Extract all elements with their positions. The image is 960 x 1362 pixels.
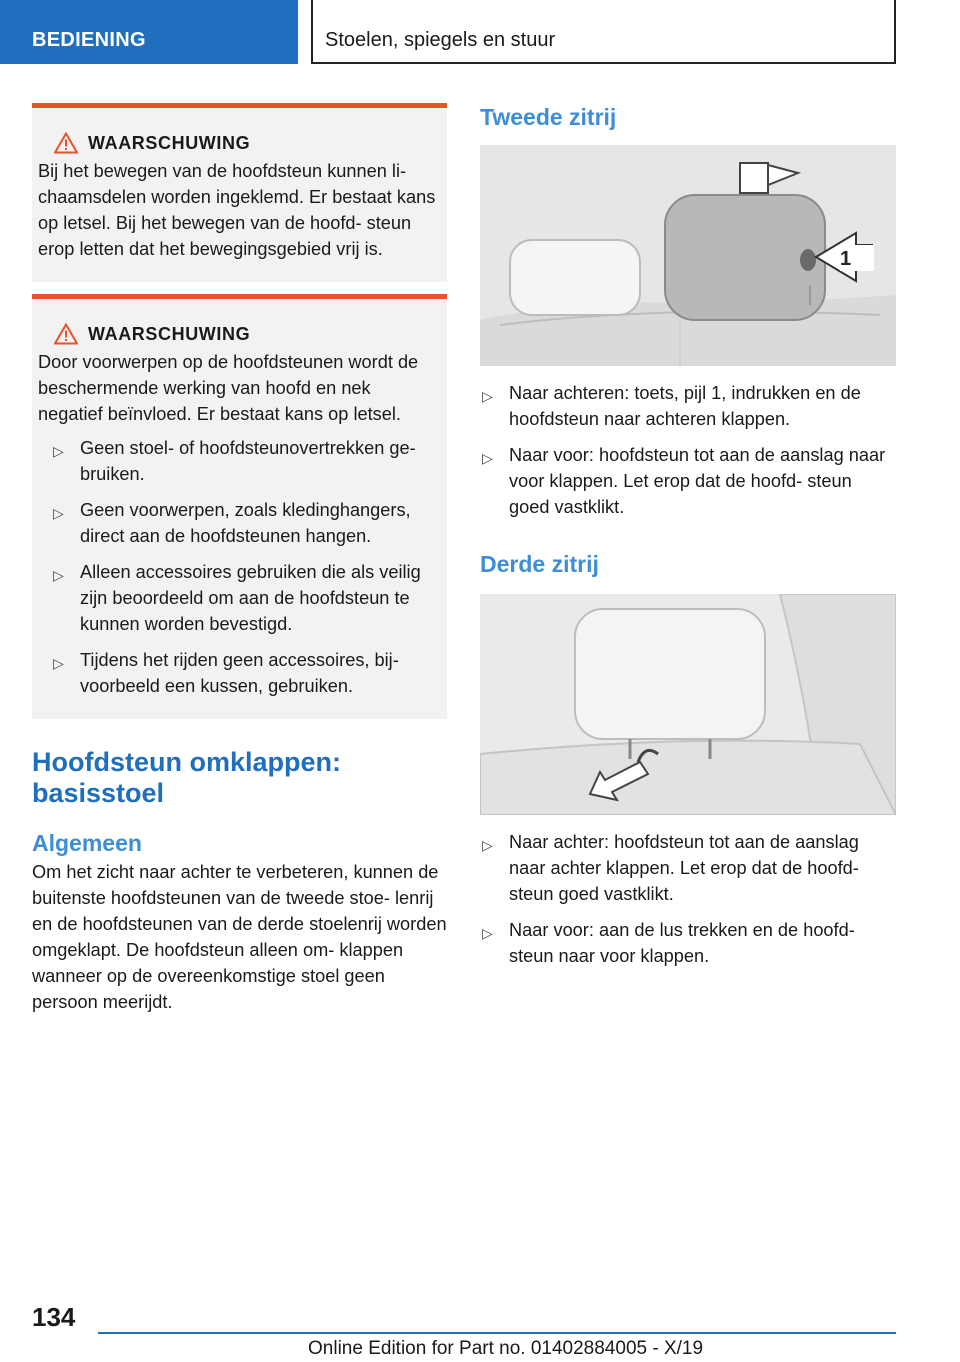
right-column bbox=[480, 100, 896, 969]
second-row-steps bbox=[480, 380, 896, 520]
header-section-label: BEDIENING bbox=[0, 0, 298, 64]
list-item: ▷ Naar achteren: toets, pijl 1, indrukken en de hoofdsteun naar achteren klappen. bbox=[482, 383, 861, 429]
warning-list bbox=[38, 435, 439, 699]
footer-edition-text: Online Edition for Part no. 01402884005 - X/19 bbox=[308, 1338, 704, 1359]
bullet-triangle-icon: ▷ bbox=[482, 388, 493, 404]
callout-number: 1 bbox=[840, 248, 852, 270]
warning-box-1 bbox=[32, 103, 447, 282]
list-item: ▷ Naar voor: hoofdsteun tot aan de aanslag naar voor klappen. Let erop dat de hoofd‐ steun goed vastklikt. bbox=[482, 445, 886, 517]
bullet-triangle-icon: ▷ bbox=[53, 505, 64, 521]
warning-heading bbox=[38, 321, 439, 347]
list-item: ▷ Naar achter: hoofdsteun tot aan de aanslag naar achter klappen. Let erop dat de hoofd‐ steun goed vastklikt. bbox=[482, 832, 859, 904]
warning-triangle-icon bbox=[54, 132, 78, 154]
page-number: 134 bbox=[32, 1302, 76, 1332]
list-item: ▷ Alleen accessoires gebruiken die als veilig zijn beoordeeld om aan de hoofdsteun te kunnen worden bevestigd. bbox=[53, 562, 421, 634]
general-paragraph: Om het zicht naar achter te verbeteren, kunnen de buitenste hoofdsteunen van de tweede stoe‐ lenrij en de hoofdsteunen van de derde stoelenrij worden omgeklapt. De hoofdsteun alleen om‐ klappen wanneer op de overeenkomstige stoel geen persoon meerijdt. bbox=[32, 862, 447, 1012]
header-chapter-title: Stoelen, spiegels en stuur bbox=[311, 0, 896, 64]
list-item: ▷ Geen stoel- of hoofdsteunovertrekken ge‐ bruiken. bbox=[53, 438, 416, 484]
warning-text: Door voorwerpen op de hoofdsteunen wordt de beschermende werking van hoofd en nek negatief beïnvloed. Er bestaat kans op letsel. bbox=[38, 352, 419, 424]
warning-heading bbox=[38, 130, 439, 156]
subsection-title-second-row: Tweede zitrij bbox=[480, 104, 617, 130]
list-item: ▷ Naar voor: aan de lus trekken en de hoofd‐ steun naar voor klappen. bbox=[482, 920, 855, 966]
warning-triangle-icon bbox=[54, 323, 78, 345]
bullet-triangle-icon: ▷ bbox=[53, 443, 64, 459]
list-item: ▷ Tijdens het rijden geen accessoires, bij‐ voorbeeld een kussen, gebruiken. bbox=[53, 650, 399, 696]
headrest-illustration bbox=[480, 594, 896, 815]
bullet-triangle-icon: ▷ bbox=[53, 655, 64, 671]
bullet-triangle-icon: ▷ bbox=[482, 837, 493, 853]
bullet-triangle-icon: ▷ bbox=[53, 567, 64, 583]
warning-box-2 bbox=[32, 294, 447, 719]
subsection-title-third-row: Derde zitrij bbox=[480, 551, 599, 577]
section-title: Hoofdsteun omklappen: basisstoel bbox=[32, 747, 341, 808]
bullet-triangle-icon: ▷ bbox=[482, 925, 493, 941]
list-item: ▷ Geen voorwerpen, zoals kledinghangers, direct aan de hoofdsteunen hangen. bbox=[53, 500, 411, 546]
bullet-triangle-icon: ▷ bbox=[482, 450, 493, 466]
warning-title: WAARSCHUWING bbox=[88, 133, 251, 153]
left-column bbox=[32, 103, 447, 1015]
third-row-steps bbox=[480, 829, 896, 969]
figure-second-row-headrest bbox=[480, 145, 896, 366]
subsection-title-general: Algemeen bbox=[32, 830, 142, 856]
warning-text: Bij het bewegen van de hoofdsteun kunnen li‐ chaamsdelen worden ingeklemd. Er bestaat kans op letsel. Bij het bewegen van de hoofd‐ steun erop letten dat het bewegingsgebied vrij is. bbox=[38, 161, 436, 259]
figure-third-row-headrest bbox=[480, 594, 896, 815]
headrest-illustration bbox=[480, 145, 896, 366]
warning-title: WAARSCHUWING bbox=[88, 324, 251, 344]
footer-divider bbox=[98, 1332, 896, 1334]
